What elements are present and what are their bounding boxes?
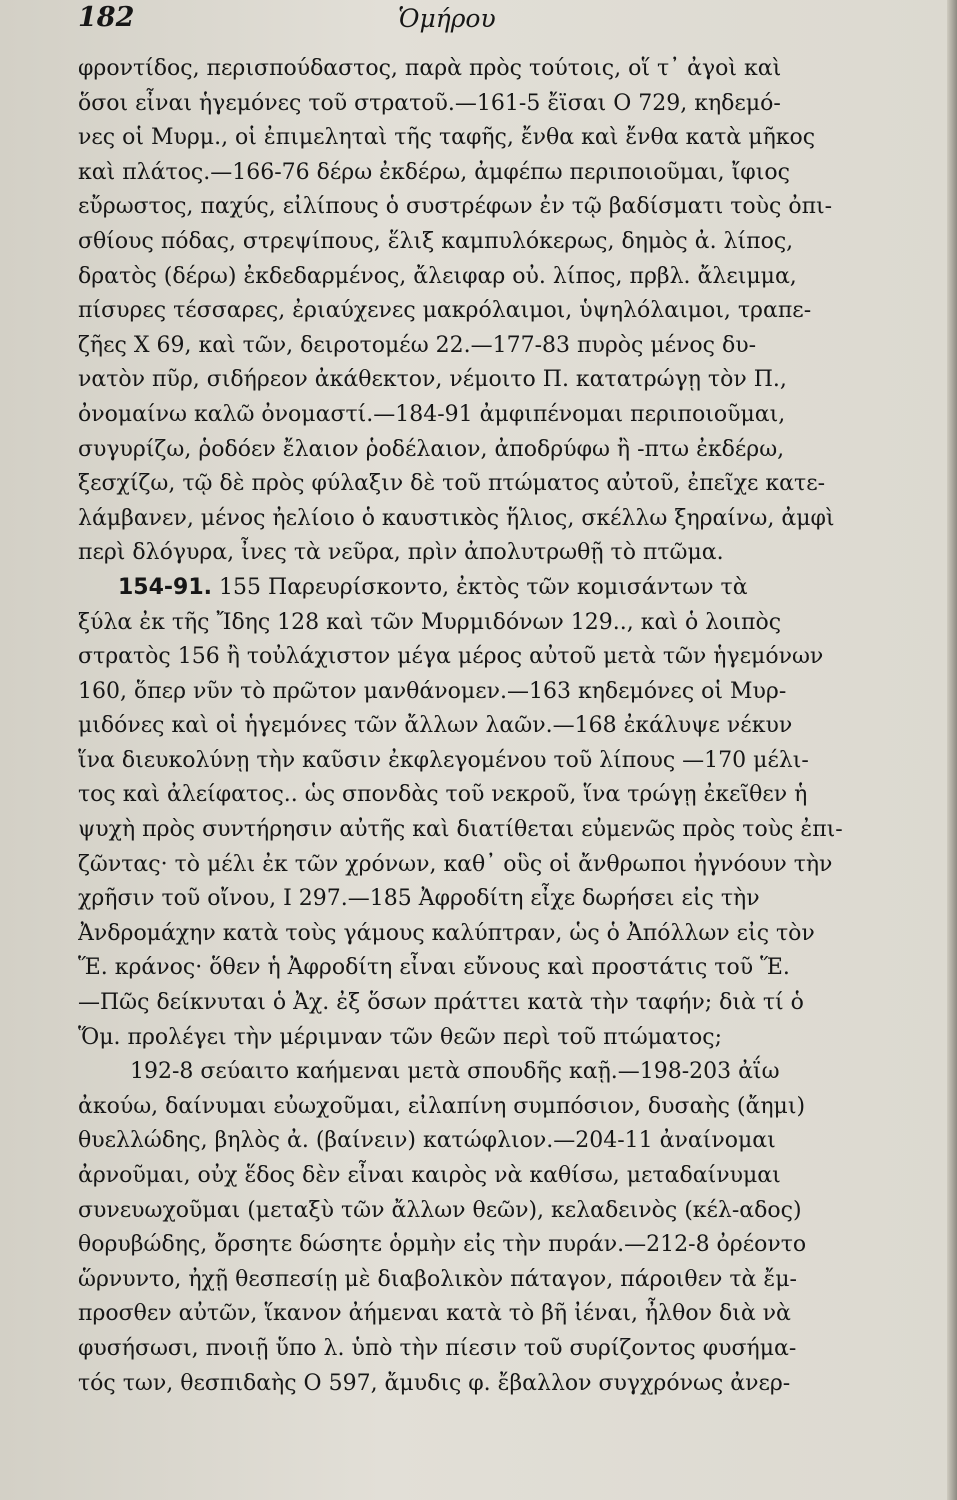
text-line: θυελλώδης, βηλὸς ἀ. (βαίνειν) κατώφλιον.—204-11 ἀναίνομαι (78, 1128, 776, 1154)
text-line: ψυχὴ πρὸς συντήρησιν αὐτῆς καὶ διατίθεται εὐμενῶς πρὸς τοὺς ἐπι- (78, 817, 843, 843)
text-line: τος καὶ ἀλείφατος.. ὡς σπονδὰς τοῦ νεκροῦ, ἵνα τρώγῃ ἐκεῖθεν ἡ (78, 782, 808, 808)
text-line: ζῶντας· τὸ μέλι ἐκ τῶν χρόνων, καθ᾿ οὓς οἱ ἄνθρωποι ἠγνόουν τὴν (78, 851, 833, 877)
text-line: μιδόνες καὶ οἱ ἡγεμόνες τῶν ἄλλων λαῶν.—168 ἐκάλυψε νέκυν (78, 713, 793, 739)
section-label: 154-91. (118, 574, 213, 600)
section-heading-line (78, 571, 865, 606)
text-line: ξεσχίζω, τῷ δὲ πρὸς φύλαξιν δὲ τοῦ πτώματος αὐτοῦ, ἐπεῖχε κατε- (78, 471, 826, 497)
text-line: στρατὸς 156 ἢ τοὐλάχιστον μέγα μέρος αὐτοῦ μετὰ τῶν ἡγεμόνων (78, 644, 824, 670)
text-line: Ὅμ. προλέγει τὴν μέριμναν τῶν θεῶν περὶ τοῦ πτώματος; (78, 1024, 722, 1050)
section-first-line: 155 Παρευρίσκοντο, ἐκτὸς τῶν κομισάντων τὰ (219, 574, 748, 600)
text-line: τός των, θεσπιδαὴς Ο 597, ἄμυδις φ. ἔβαλλον συγχρόνως ἀνερ- (78, 1370, 791, 1396)
text-line: ξύλα ἐκ τῆς Ἴδης 128 καὶ τῶν Μυρμιδόνων 129.., καὶ ὁ λοιπὸς (78, 609, 782, 635)
text-line: ἵνα διευκολύνῃ τὴν καῦσιν ἐκφλεγομένου τοῦ λίπους —170 μέλι- (78, 747, 809, 773)
text-line: ὀνομαίνω καλῶ ὀνομαστί.—184-91 ἀμφιπένομαι περιποιοῦμαι, (78, 401, 786, 427)
text-line: πίσυρες τέσσαρες, ἐριαύχενες μακρόλαιμοι, ὑψηλόλαιμοι, τραπε- (78, 298, 812, 324)
page-number: 182 (78, 2, 135, 33)
text-line: 160, ὅπερ νῦν τὸ πρῶτον μανθάνομεν.—163 κηδεμόνες οἱ Μυρ- (78, 678, 787, 704)
paragraph-first-line: 192-8 σεύαιτο καήμεναι μετὰ σπουδῆς καῇ.—198-203 ἀΐω (130, 1059, 780, 1085)
text-line: χρῆσιν τοῦ οἴνου, Ι 297.—185 Ἀφροδίτη εἶχε δωρήσει εἰς τὴν (78, 886, 760, 912)
text-line: φροντίδος, περισπούδαστος, παρὰ πρὸς τούτοις, οἵ τ᾿ ἀγοὶ καὶ (78, 56, 782, 81)
text-line: λάμβανεν, μένος ἠελίοιο ὁ καυστικὸς ἥλιος, σκέλλω ξηραίνω, ἀμφὶ (78, 505, 835, 531)
text-line: ὥρνυντο, ἠχῇ θεσπεσίῃ μὲ διαβολικὸν πάταγον, πάροιθεν τὰ ἔμ- (78, 1266, 797, 1292)
text-line: Ἀνδρομάχην κατὰ τοὺς γάμους καλύπτραν, ὡς ὁ Ἀπόλλων εἰς τὸν (78, 920, 815, 946)
text-line: ζῆες Χ 69, καὶ τῶν, δειροτομέω 22.—177-83 πυρὸς μένος δυ- (78, 332, 757, 358)
page-header (78, 0, 865, 52)
text-line: δρατὸς (δέρω) ἐκδεδαρμένος, ἄλειφαρ οὐ. λίπος, πρβλ. ἄλειμμα, (78, 263, 797, 289)
text-line: νατὸν πῦρ, σιδήρεον ἀκάθεκτον, νέμοιτο Π. κατατρώγῃ τὸν Π., (78, 367, 787, 393)
text-line: συνευωχοῦμαι (μεταξὺ τῶν ἄλλων θεῶν), κελαδεινὸς (κέλ-αδος) (78, 1197, 802, 1223)
text-line: σθίους πόδας, στρεψίπους, ἕλιξ καμπυλόκερως, δημὸς ἀ. λίπος, (78, 228, 794, 254)
text-line: θορυβώδης, ὄρσητε δώσητε ὁρμὴν εἰς τὴν πυράν.—212-8 ὀρέοντο (78, 1232, 807, 1258)
text-line: εὔρωστος, παχύς, εἰλίπους ὁ συστρέφων ἐν τῷ βαδίσματι τοὺς ὀπι- (78, 194, 833, 220)
text-line: συγυρίζω, ῥοδόεν ἔλαιον ῥοδέλαιον, ἀποδρύφω ἢ -πτω ἐκδέρω, (78, 436, 785, 462)
text-line: —Πῶς δείκνυται ὁ Ἀχ. ἐξ ὅσων πράττει κατὰ τὴν ταφήν; διὰ τί ὁ (78, 990, 804, 1016)
running-title: Ὁμήρου (398, 4, 496, 33)
text-line: Ἕ. κράνος· ὅθεν ἡ Ἀφροδίτη εἶναι εὔνους καὶ προστάτις τοῦ Ἕ. (78, 955, 790, 981)
book-spine-edge (947, 0, 957, 1500)
text-line: ὅσοι εἶναι ἡγεμόνες τοῦ στρατοῦ.—161-5 ἔϊσαι Ο 729, κηδεμό- (78, 90, 781, 116)
text-line: περὶ δλόγυρα, ἶνες τὰ νεῦρα, πρὶν ἀπολυτρωθῇ τὸ πτῶμα. (78, 540, 724, 566)
text-line: προσθεν αὐτῶν, ἵκανον ἀήμεναι κατὰ τὸ βῆ ἰέναι, ἦλθον διὰ νὰ (78, 1301, 791, 1327)
text-line: καὶ πλάτος.—166-76 δέρω ἐκδέρω, ἀμφέπω περιποιοῦμαι, ἴφιος (78, 159, 790, 185)
text-line: ἀκούω, δαίνυμαι εὐωχοῦμαι, εἰλαπίνη συμπόσιον, δυσαὴς (ἄημι) (78, 1093, 806, 1119)
text-line: φυσήσωσι, πνοιῇ ὕπο λ. ὑπὸ τὴν πίεσιν τοῦ συρίζοντος φυσήμα- (78, 1335, 797, 1361)
page-body (78, 52, 865, 1401)
text-line: νες οἱ Μυρμ., οἱ ἐπιμεληταὶ τῆς ταφῆς, ἔνθα καὶ ἔνθα κατὰ μῆκος (78, 125, 816, 151)
text-line: ἀρνοῦμαι, οὐχ ἕδος δὲν εἶναι καιρὸς νὰ καθίσω, μεταδαίνυμαι (78, 1163, 781, 1188)
